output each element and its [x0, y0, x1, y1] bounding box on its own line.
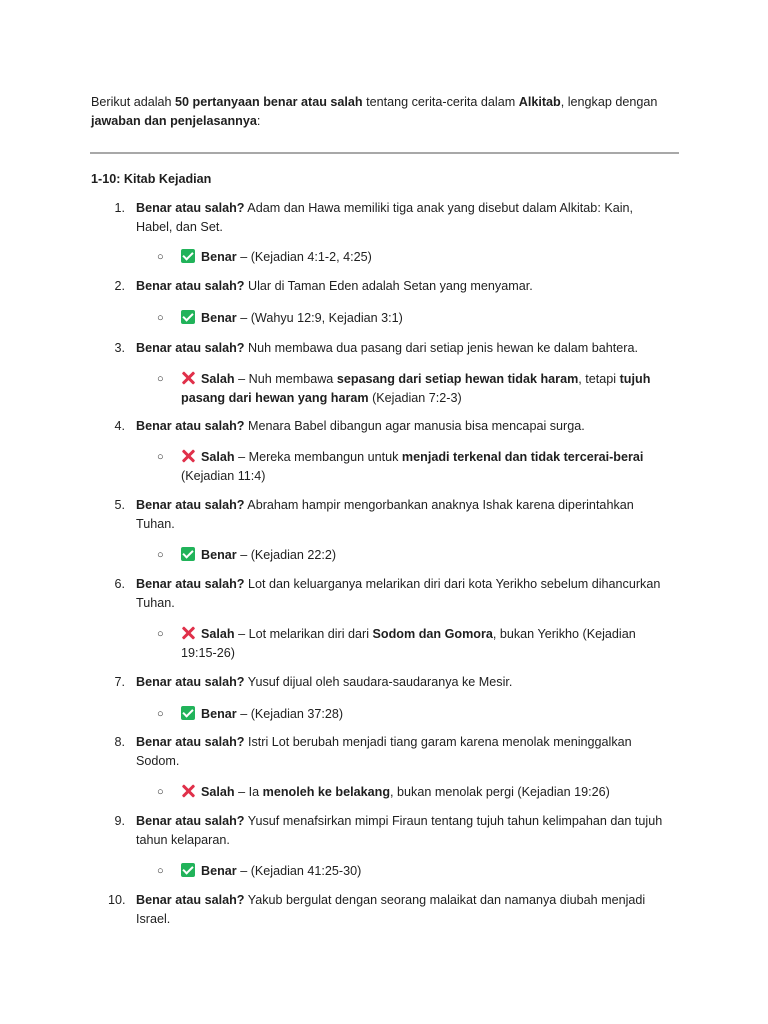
- answer-text: – Mereka membangun untuk: [234, 450, 402, 464]
- bullet-icon: ○: [157, 312, 164, 324]
- answer-bold: menjadi terkenal dan tidak tercerai-berai: [401, 450, 644, 464]
- cross-icon: [181, 784, 195, 798]
- answer-item: [157, 546, 662, 565]
- check-icon: [181, 249, 195, 263]
- answer-bold: menoleh ke belakang: [262, 785, 391, 799]
- check-icon: [181, 863, 195, 877]
- answer-bold: Sodom dan Gomora: [372, 627, 493, 641]
- answer-item: [157, 309, 662, 328]
- check-icon: [181, 547, 195, 561]
- question-lead: Benar atau salah?: [136, 577, 245, 591]
- cross-icon: [181, 371, 195, 385]
- question-number: 10.: [108, 893, 126, 907]
- question-lead: Benar atau salah?: [136, 341, 245, 355]
- answer-verdict: Salah: [201, 450, 235, 464]
- answer-verdict: Benar: [201, 311, 237, 325]
- answer-item: [157, 705, 662, 724]
- question-item: [108, 199, 668, 237]
- answer-verdict: Salah: [201, 785, 235, 799]
- question-item: [108, 339, 668, 358]
- intro-bold: 50 pertanyaan benar atau salah: [175, 95, 363, 109]
- question-lead: Benar atau salah?: [136, 201, 245, 215]
- intro-text: tentang cerita-cerita dalam: [362, 95, 519, 109]
- answer-text: – Ia: [234, 785, 263, 799]
- question-lead: Benar atau salah?: [136, 419, 245, 433]
- answer-text: (Kejadian 7:2-3): [368, 391, 462, 405]
- question-item: [108, 891, 668, 929]
- question-text: Istri Lot berubah menjadi tiang garam karena menolak meninggalkan Sodom.: [136, 735, 632, 768]
- bullet-icon: ○: [157, 549, 164, 561]
- answer-item: [157, 783, 662, 802]
- question-number: 5.: [114, 498, 125, 512]
- question-lead: Benar atau salah?: [136, 814, 245, 828]
- bullet-icon: ○: [157, 708, 164, 720]
- question-number: 9.: [114, 814, 125, 828]
- question-number: 4.: [114, 419, 125, 433]
- bullet-icon: ○: [157, 786, 164, 798]
- answer-text: , bukan menolak pergi (Kejadian 19:26): [390, 785, 610, 799]
- section-heading: 1-10: Kitab Kejadian: [91, 172, 212, 186]
- answer-bold: sepasang dari setiap hewan tidak haram: [336, 372, 579, 386]
- answer-item: [157, 862, 662, 881]
- answer-text: – (Kejadian 37:28): [236, 707, 344, 721]
- question-item: [108, 733, 668, 771]
- question-item: [108, 812, 668, 850]
- question-number: 2.: [114, 279, 125, 293]
- intro-bold: jawaban dan penjelasannya: [91, 114, 257, 128]
- cross-icon: [181, 449, 195, 463]
- intro-text: :: [256, 114, 261, 128]
- answer-bold: tujuh pasang dari hewan yang haram: [181, 372, 651, 405]
- question-text: Yakub bergulat dengan seorang malaikat dan namanya diubah menjadi Israel.: [136, 893, 646, 926]
- answer-verdict: Benar: [201, 250, 237, 264]
- intro-text: Berikut adalah: [91, 95, 176, 109]
- answer-text: (Kejadian 11:4): [181, 469, 266, 483]
- intro-text: , lengkap dengan: [560, 95, 658, 109]
- question-text: Yusuf menafsirkan mimpi Firaun tentang tujuh tahun kelimpahan dan tujuh tahun kelaparan.: [136, 814, 663, 847]
- answer-item: [157, 625, 662, 663]
- answer-text: – (Kejadian 4:1-2, 4:25): [236, 250, 372, 264]
- question-number: 1.: [114, 201, 125, 215]
- question-number: 6.: [114, 577, 125, 591]
- question-text: Yusuf dijual oleh saudara-saudaranya ke Mesir.: [244, 675, 513, 689]
- question-text: Ular di Taman Eden adalah Setan yang menyamar.: [244, 279, 533, 293]
- intro-bold: Alkitab: [518, 95, 561, 109]
- answer-text: – Nuh membawa: [234, 372, 337, 386]
- check-icon: [181, 706, 195, 720]
- bullet-icon: ○: [157, 628, 164, 640]
- question-item: [108, 277, 668, 296]
- intro-paragraph: [91, 93, 681, 131]
- answer-text: , bukan Yerikho (Kejadian 19:15-26): [181, 627, 636, 660]
- answer-item: [157, 248, 662, 267]
- question-lead: Benar atau salah?: [136, 735, 245, 749]
- bullet-icon: ○: [157, 373, 164, 385]
- bullet-icon: ○: [157, 451, 164, 463]
- question-number: 8.: [114, 735, 125, 749]
- question-lead: Benar atau salah?: [136, 498, 245, 512]
- horizontal-divider: [90, 152, 679, 154]
- answer-verdict: Salah: [201, 627, 235, 641]
- answer-text: , tetapi: [578, 372, 620, 386]
- question-item: [108, 575, 668, 613]
- answer-verdict: Benar: [201, 707, 237, 721]
- answer-item: [157, 448, 662, 486]
- answer-text: – (Wahyu 12:9, Kejadian 3:1): [236, 311, 403, 325]
- question-lead: Benar atau salah?: [136, 675, 245, 689]
- bullet-icon: ○: [157, 865, 164, 877]
- bullet-icon: ○: [157, 251, 164, 263]
- question-text: Menara Babel dibangun agar manusia bisa mencapai surga.: [244, 419, 585, 433]
- question-text: Adam dan Hawa memiliki tiga anak yang disebut dalam Alkitab: Kain, Habel, dan Set.: [136, 201, 634, 234]
- answer-text: – (Kejadian 41:25-30): [236, 864, 362, 878]
- answer-text: – Lot melarikan diri dari: [234, 627, 373, 641]
- question-number: 3.: [114, 341, 125, 355]
- question-item: [108, 417, 668, 436]
- question-lead: Benar atau salah?: [136, 893, 245, 907]
- question-text: Nuh membawa dua pasang dari setiap jenis hewan ke dalam bahtera.: [244, 341, 638, 355]
- answer-text: – (Kejadian 22:2): [236, 548, 337, 562]
- question-item: [108, 496, 668, 534]
- answer-item: [157, 370, 662, 408]
- answer-verdict: Benar: [201, 548, 237, 562]
- question-number: 7.: [114, 675, 125, 689]
- answer-verdict: Benar: [201, 864, 237, 878]
- question-item: [108, 673, 668, 692]
- cross-icon: [181, 626, 195, 640]
- question-text: Abraham hampir mengorbankan anaknya Ishak karena diperintahkan Tuhan.: [136, 498, 634, 531]
- question-lead: Benar atau salah?: [136, 279, 245, 293]
- check-icon: [181, 310, 195, 324]
- question-text: Lot dan keluarganya melarikan diri dari kota Yerikho sebelum dihancurkan Tuhan.: [136, 577, 661, 610]
- answer-verdict: Salah: [201, 372, 235, 386]
